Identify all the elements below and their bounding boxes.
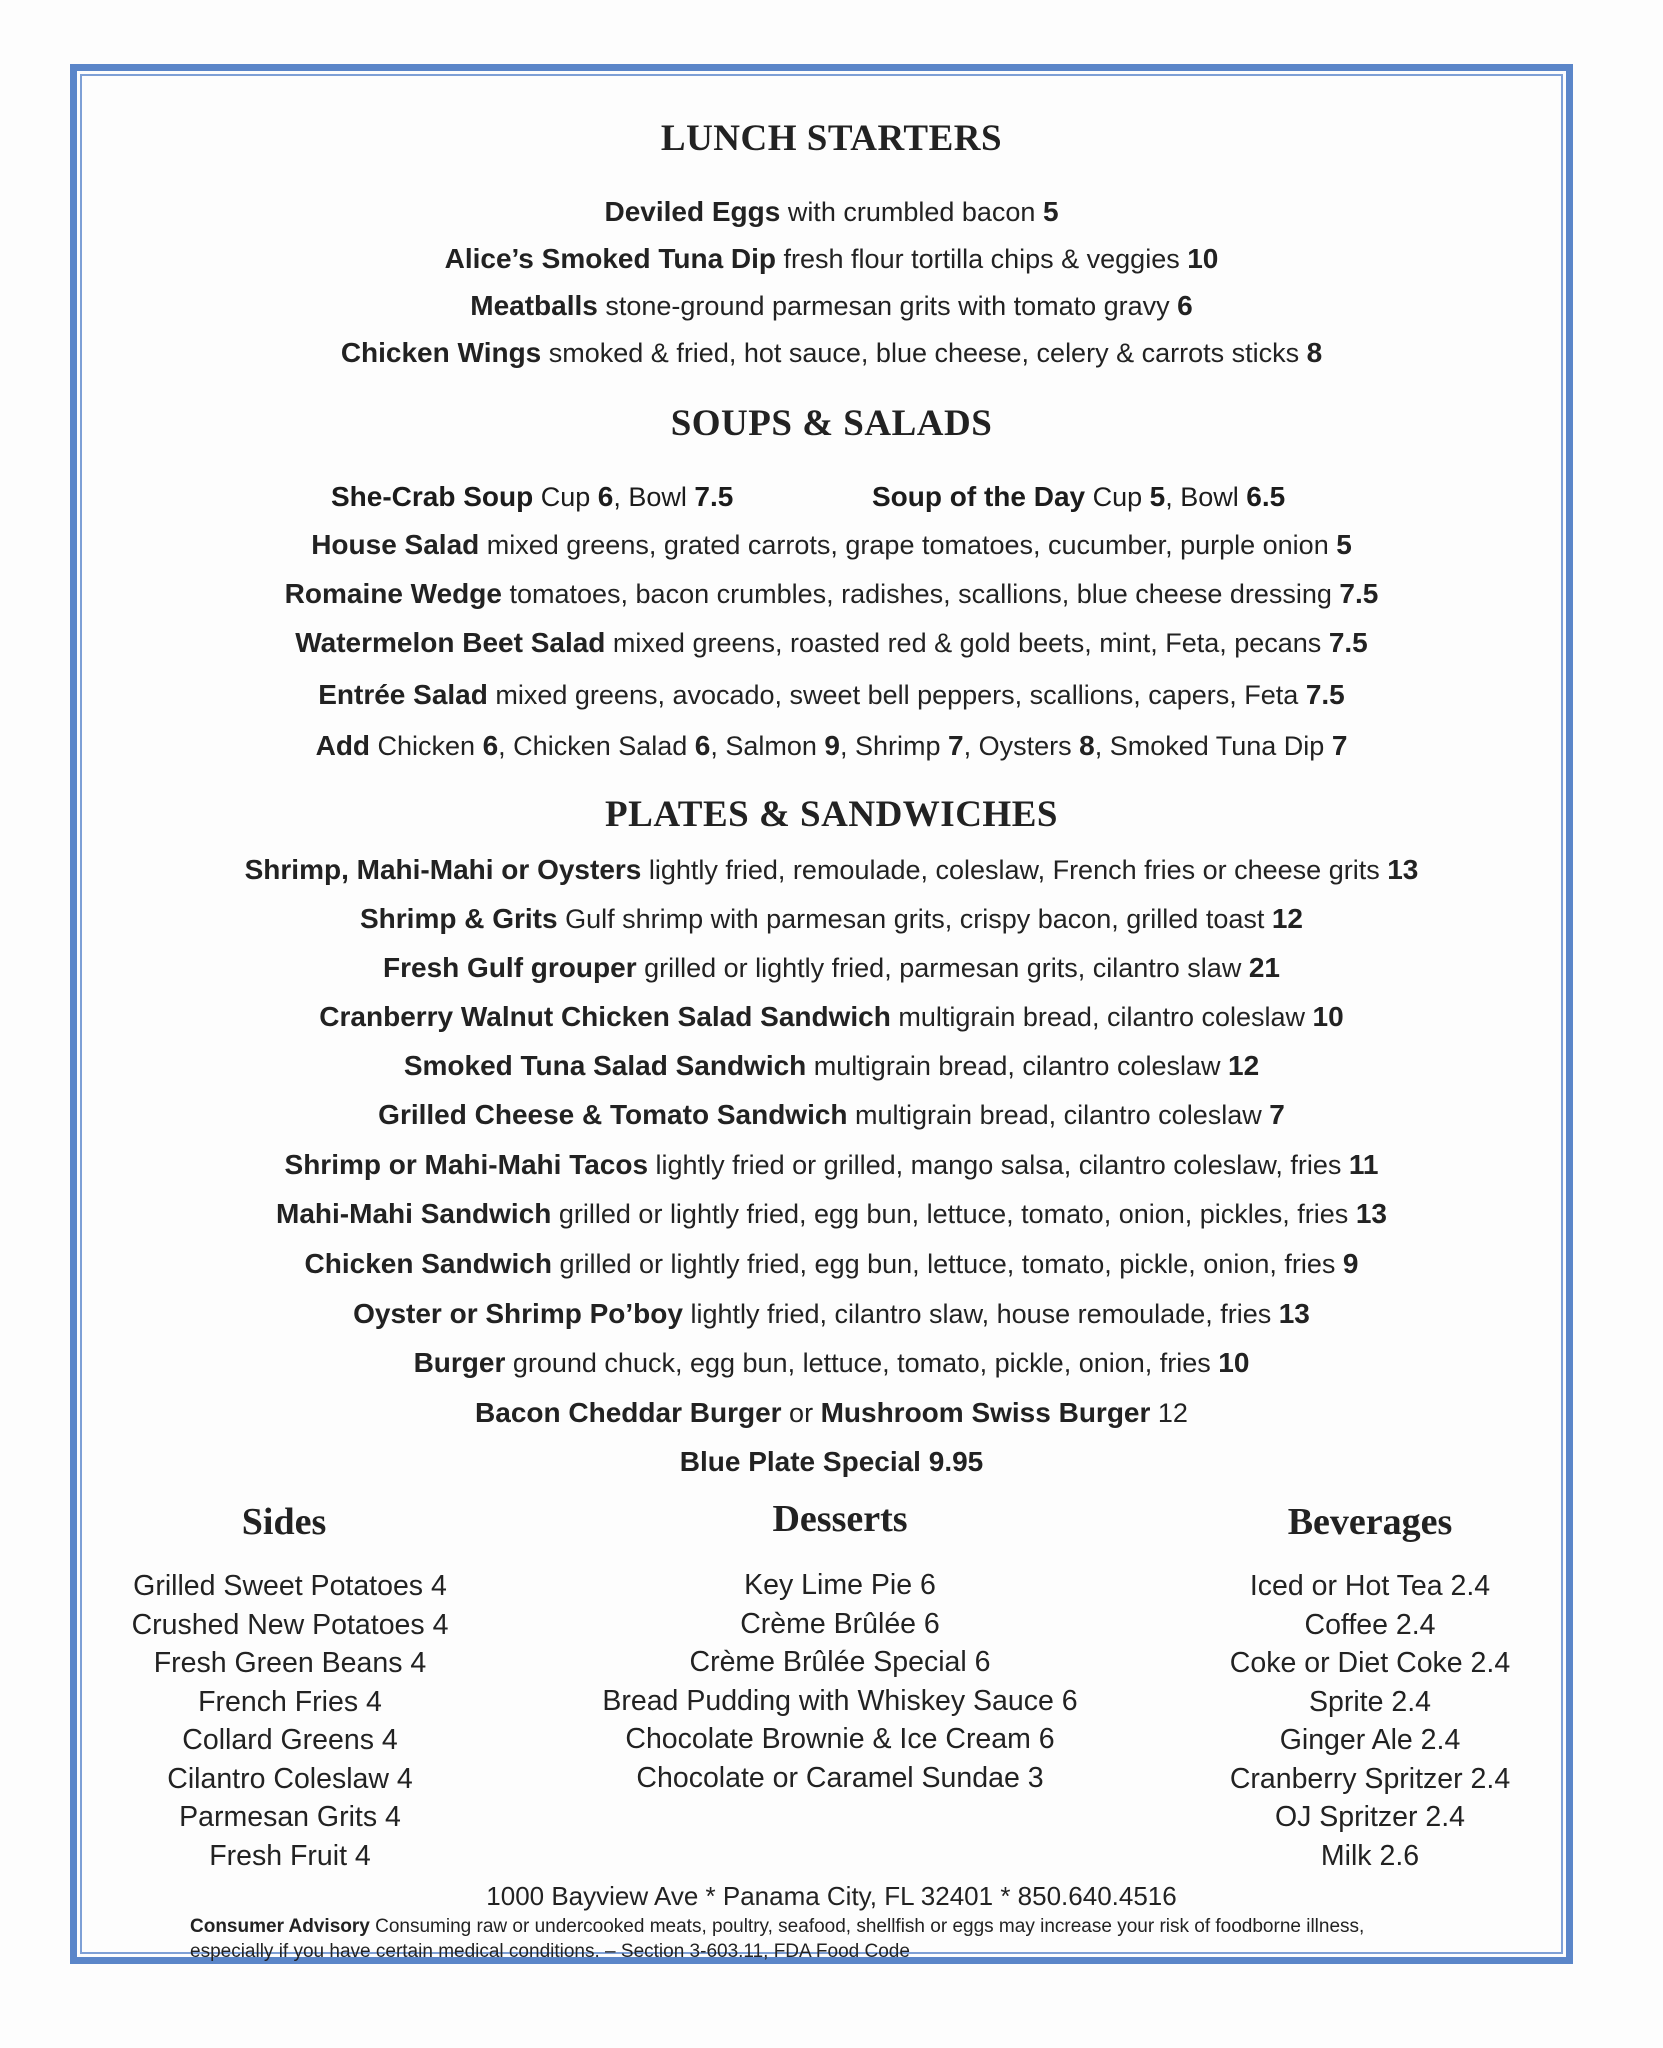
beverage-item: Sprite 2.4 [1309,1685,1431,1718]
item-price: 13 [1355,1198,1387,1229]
item-name: Grilled Cheese & Tomato Sandwich [378,1099,848,1130]
add-price: 7 [948,730,964,761]
plate-item [0,1198,1663,1230]
sides-list [100,1567,480,1875]
item-desc: lightly fried, remoulade, coleslaw, French fries or cheese grits [641,855,1388,885]
beverages-heading: Beverages [1287,1501,1453,1543]
item-desc: Cup [533,482,598,512]
item-name: House Salad [311,529,480,560]
item-price: 12 [1228,1050,1260,1081]
item-price: 7.5 [1305,679,1345,710]
desserts-heading: Desserts [772,1498,908,1540]
blue-plate-special [0,1446,1663,1478]
item-price: 7.5 [1328,627,1368,658]
consumer-advisory [190,1914,1590,1964]
item-price: 11 [1348,1149,1379,1180]
item-price: 5 [1042,196,1059,227]
item-desc: mixed greens, grated carrots, grape tomatoes, cucumber, purple onion [479,530,1337,560]
starter-item [0,290,1663,322]
item-name: Smoked Tuna Salad Sandwich [403,1050,807,1081]
beverage-item: Iced or Hot Tea 2.4 [1249,1570,1491,1602]
salad-item [0,679,1663,711]
item-desc: smoked & fried, hot sauce, blue cheese, celery & carrots sticks [541,338,1307,368]
item-price: 8 [1306,337,1323,368]
item-desc: grilled or lightly fried, egg bun, lettuce, tomato, onion, pickles, fries [551,1199,1356,1229]
add-option: , Salmon [710,731,825,761]
dessert-item: Bread Pudding with Whiskey Sauce 6 [602,1684,1078,1717]
item-price: 10 [1218,1347,1250,1378]
item-price: 5 [1336,529,1352,560]
item-price: 9 [1342,1248,1359,1279]
item-desc: or [781,1398,821,1428]
add-price: 6 [694,730,711,761]
plate-item [0,1099,1663,1131]
item-price: 6 [1177,290,1193,321]
salad-item [0,578,1663,610]
advisory-text: Consuming raw or undercooked meats, poultry, seafood, shellfish or eggs may increase your risk of foodborne illness, [369,1916,1365,1937]
restaurant-address: 1000 Bayview Ave * Panama City, FL 32401 * 850.640.4516 [486,1881,1177,1911]
add-option: , Shrimp [840,731,949,761]
item-name: Burger [413,1347,506,1378]
plate-item [0,952,1663,984]
beverage-item: Ginger Ale 2.4 [1279,1724,1461,1756]
item-price: 6 [597,481,614,512]
salad-item [0,627,1663,659]
add-price: 8 [1079,730,1095,761]
dessert-item: Crème Brûlée Special 6 [689,1646,991,1678]
item-desc: lightly fried, cilantro slaw, house remoulade, fries [682,1299,1279,1329]
sides-heading: Sides [241,1501,327,1543]
plate-item [0,1298,1663,1330]
item-price: 5 [1149,481,1166,512]
item-name: Soup of the Day [872,481,1086,512]
plate-item [0,1001,1663,1033]
add-price: 6 [482,730,499,761]
item-name: Fresh Gulf grouper [383,952,637,983]
item-name: Meatballs [470,290,598,321]
starter-item [0,243,1663,275]
soup-she-crab [331,481,733,513]
item-desc: multigrain bread, cilantro coleslaw [847,1100,1270,1130]
item-desc: multigrain bread, cilantro coleslaw [890,1002,1313,1032]
soups-salads-heading: SOUPS & SALADS [670,403,993,444]
beverage-item: Milk 2.6 [1320,1839,1420,1872]
item-desc: with crumbled bacon [780,197,1043,227]
item-desc: mixed greens, roasted red & gold beets, mint, Feta, pecans [605,628,1329,658]
plate-item [0,903,1663,935]
item-desc: ground chuck, egg bun, lettuce, tomato, pickle, onion, fries [505,1348,1219,1378]
add-option: , Smoked Tuna Dip [1094,731,1332,761]
item-price: 13 [1387,854,1419,885]
side-item: Cilantro Coleslaw 4 [167,1762,413,1795]
advisory-label: Consumer Advisory [190,1916,370,1937]
item-name: She-Crab Soup [331,481,534,512]
item-name: Watermelon Beet Salad [295,627,606,658]
item-desc: mixed greens, avocado, sweet bell peppers, scallions, capers, Feta [487,680,1306,710]
plate-item [0,1149,1663,1181]
add-option: Chicken [370,731,483,761]
beverage-item: Coffee 2.4 [1304,1608,1436,1641]
item-desc: lightly fried or grilled, mango salsa, cilantro coleslaw, fries [648,1150,1349,1180]
dessert-item: Chocolate or Caramel Sundae 3 [636,1761,1044,1794]
plates-sandwiches-heading: PLATES & SANDWICHES [605,794,1058,835]
item-price: 7.5 [694,481,734,512]
add-protein-line [0,730,1663,762]
item-desc: stone-ground parmesan grits with tomato gravy [597,291,1178,321]
item-name: Deviled Eggs [604,196,781,227]
item-price: 13 [1278,1298,1310,1329]
item-price: 10 [1312,1001,1344,1032]
item-desc: , Bowl [1165,482,1247,512]
side-item: Fresh Fruit 4 [209,1839,371,1872]
item-desc: grilled or lightly fried, parmesan grits, cilantro slaw [636,953,1249,983]
side-item: Fresh Green Beans 4 [153,1647,427,1679]
item-name: Entrée Salad [318,679,488,710]
item-price: 6.5 [1246,481,1286,512]
dessert-item: Key Lime Pie 6 [744,1569,936,1601]
item-name: Romaine Wedge [284,578,502,609]
item-name: Shrimp, Mahi-Mahi or Oysters [244,854,642,885]
side-item: Crushed New Potatoes 4 [131,1608,449,1641]
item-price: 7 [1269,1099,1285,1130]
dessert-item: Crème Brûlée 6 [740,1607,940,1640]
burger-alternatives [0,1397,1663,1429]
item-desc: grilled or lightly fried, egg bun, lettuce, tomato, pickle, onion, fries [551,1249,1343,1279]
add-price: 7 [1331,730,1348,761]
item-desc: multigrain bread, cilantro coleslaw [806,1051,1228,1081]
item-desc: Cup [1085,482,1150,512]
add-label: Add [315,730,371,761]
item-price: 21 [1248,952,1280,983]
beverage-item: Cranberry Spritzer 2.4 [1229,1762,1511,1795]
salad-item [0,529,1663,561]
item-name: Shrimp & Grits [359,903,558,934]
side-item: Collard Greens 4 [182,1724,398,1756]
advisory-text: especially if you have certain medical conditions. – Section 3-603.11, FDA Food Code [190,1941,910,1962]
item-price: 7.5 [1339,578,1379,609]
soup-of-the-day [872,481,1285,513]
desserts-list [560,1566,1120,1797]
starter-item [0,337,1663,369]
beverage-item: Coke or Diet Coke 2.4 [1229,1647,1511,1679]
item-price: 10 [1187,243,1219,274]
item-name: Bacon Cheddar Burger [475,1397,782,1428]
item-name: Mushroom Swiss Burger [820,1397,1151,1428]
lunch-starters-heading: LUNCH STARTERS [660,118,1003,159]
plate-item [0,854,1663,886]
item-price: 12 [1271,903,1304,934]
add-option: , Chicken Salad [498,731,695,761]
item-desc: fresh flour tortilla chips & veggies [776,244,1188,274]
plate-item [0,1248,1663,1280]
special-text: Blue Plate Special 9.95 [679,1446,984,1477]
item-name: Mahi-Mahi Sandwich [276,1198,552,1229]
item-desc: , Bowl [613,482,695,512]
item-desc: Gulf shrimp with parmesan grits, crispy bacon, grilled toast [557,904,1272,934]
add-option: , Oysters [963,731,1080,761]
side-item: French Fries 4 [198,1685,382,1718]
item-name: Chicken Wings [340,337,542,368]
side-item: Grilled Sweet Potatoes 4 [133,1570,447,1602]
plate-item [0,1347,1663,1379]
item-name: Cranberry Walnut Chicken Salad Sandwich [319,1001,891,1032]
beverages-list [1190,1567,1550,1875]
item-desc: tomatoes, bacon crumbles, radishes, scallions, blue cheese dressing [501,579,1340,609]
plate-item [0,1050,1663,1082]
item-name: Shrimp or Mahi-Mahi Tacos [284,1149,649,1180]
item-name: Alice’s Smoked Tuna Dip [444,243,777,274]
beverage-item: OJ Spritzer 2.4 [1274,1801,1466,1833]
starter-item [0,196,1663,228]
dessert-item: Chocolate Brownie & Ice Cream 6 [625,1723,1055,1755]
item-name: Oyster or Shrimp Po’boy [353,1298,683,1329]
item-name: Chicken Sandwich [304,1248,552,1279]
side-item: Parmesan Grits 4 [179,1801,401,1833]
add-price: 9 [824,730,840,761]
item-price: 12 [1150,1398,1188,1428]
